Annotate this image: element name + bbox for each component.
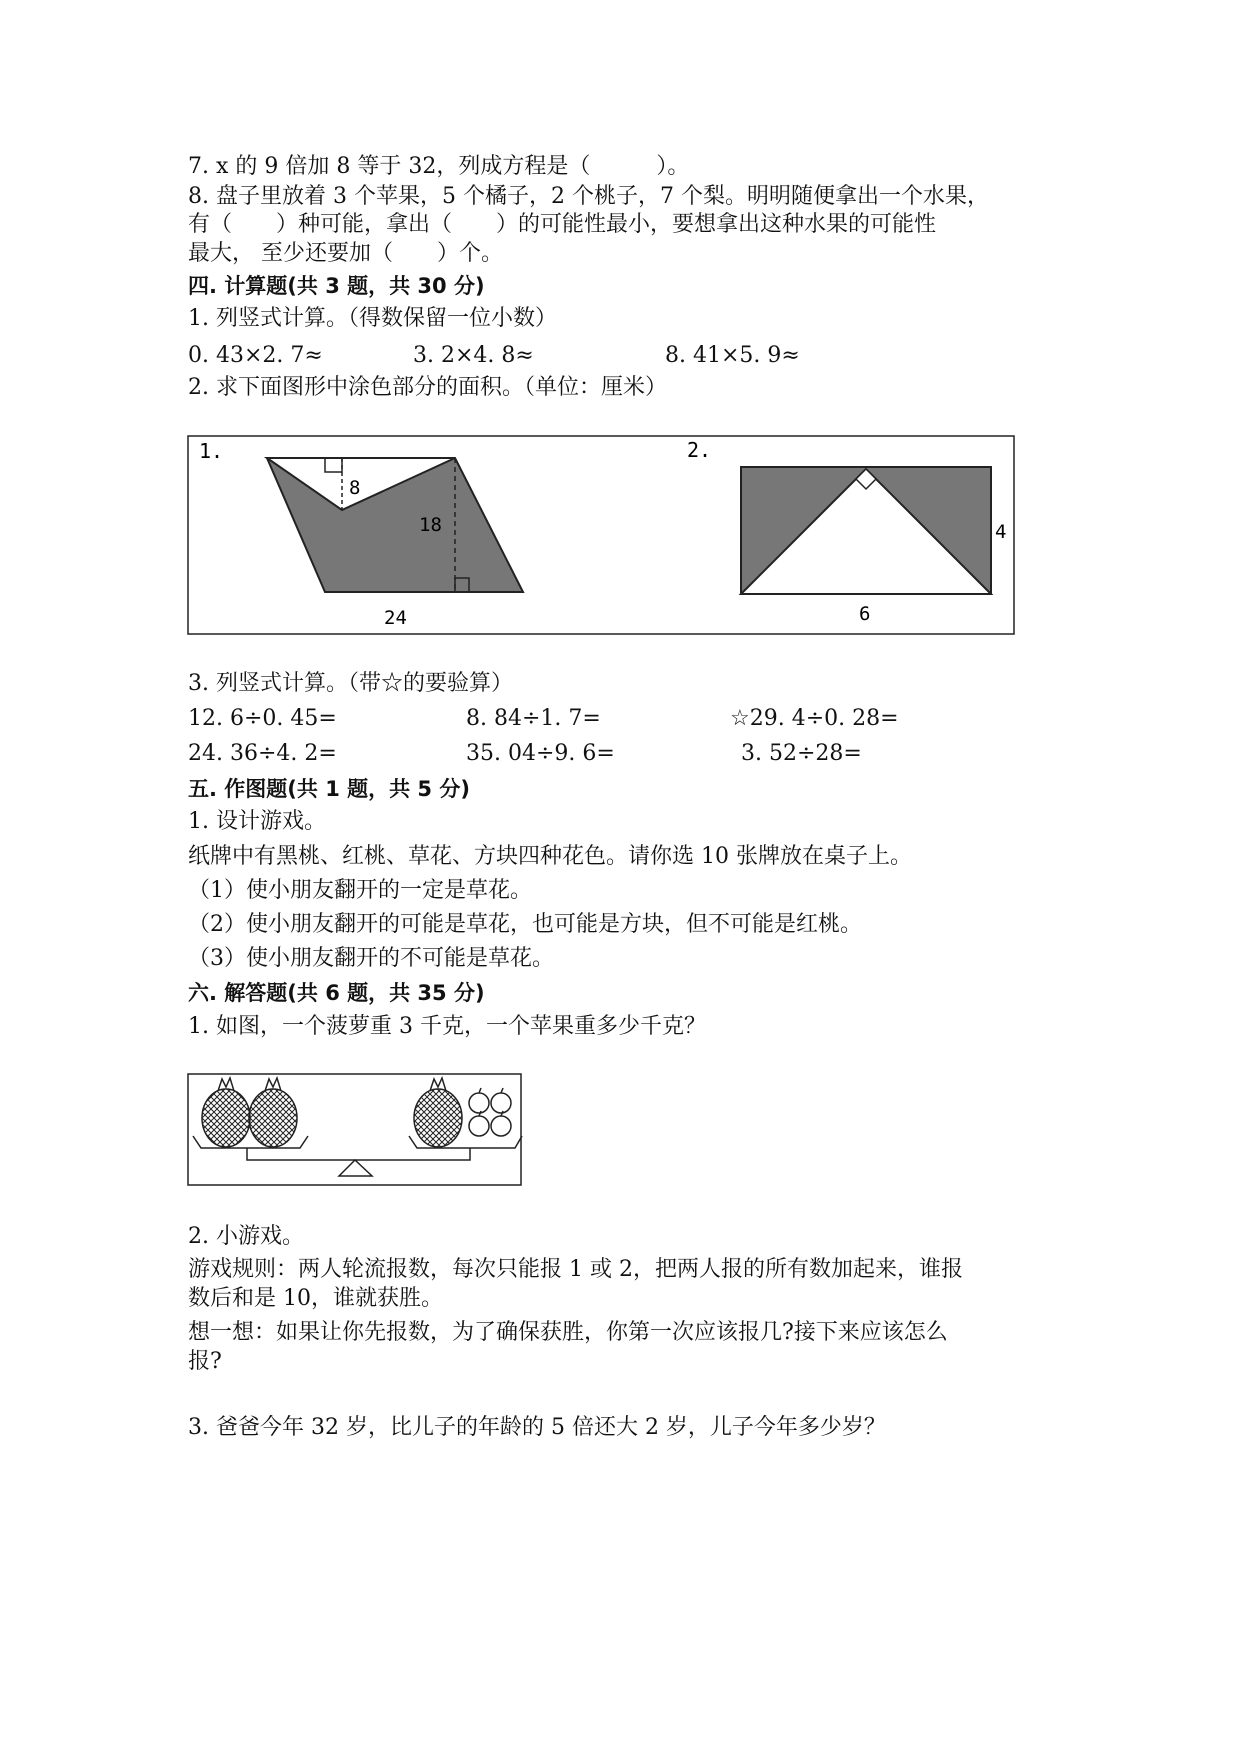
s5-q1-title: 1. 设计游戏。 bbox=[188, 809, 326, 834]
apple-icon bbox=[491, 1093, 511, 1113]
s6-q2-think1: 想一想：如果让你先报数，为了确保获胜，你第一次应该报几?接下来应该怎么 bbox=[188, 1320, 948, 1345]
question-8-line3: 最大， 至少还要加（ ）个。 bbox=[188, 241, 503, 266]
pineapple-icon bbox=[249, 1078, 297, 1147]
s4-q2-title: 2. 求下面图形中涂色部分的面积。（单位：厘米） bbox=[188, 375, 667, 400]
s4-q3-item: 8. 84÷1. 7= bbox=[466, 706, 601, 731]
apple-icon bbox=[491, 1116, 511, 1136]
s4-q3-item: 3. 52÷28= bbox=[741, 741, 862, 766]
apple-icon bbox=[469, 1093, 489, 1113]
label-8: 8 bbox=[349, 477, 361, 499]
section4-heading: 四. 计算题(共 3 题，共 30 分) bbox=[188, 274, 485, 298]
question-8-line2: 有（ ）种可能，拿出（ ）的可能性最小，要想拿出这种水果的可能性 bbox=[188, 212, 937, 237]
label-6: 6 bbox=[859, 603, 871, 625]
s6-q1: 1. 如图，一个菠萝重 3 千克，一个苹果重多少千克？ bbox=[188, 1014, 706, 1039]
label-4: 4 bbox=[995, 521, 1007, 543]
s6-q2-rule1: 游戏规则：两人轮流报数，每次只能报 1 或 2，把两人报的所有数加起来，谁报 bbox=[188, 1257, 963, 1282]
s4-q3-item: ☆29. 4÷0. 28= bbox=[730, 706, 899, 731]
s4-q3-title: 3. 列竖式计算。（带☆的要验算） bbox=[188, 671, 513, 696]
scale-fulcrum bbox=[339, 1160, 372, 1176]
s4-q3-item: 12. 6÷0. 45= bbox=[188, 706, 337, 731]
s4-q1-title: 1. 列竖式计算。（得数保留一位小数） bbox=[188, 306, 557, 331]
section5-heading: 五. 作图题(共 1 题，共 5 分) bbox=[188, 777, 470, 801]
question-7: 7. x 的 9 倍加 8 等于 32，列成方程是（ ）。 bbox=[188, 154, 690, 179]
shape1-label: 1. bbox=[199, 439, 224, 463]
s5-q1-part: （3）使小朋友翻开的不可能是草花。 bbox=[188, 946, 554, 971]
s6-q2-title: 2. 小游戏。 bbox=[188, 1224, 304, 1249]
s5-q1-part: （1）使小朋友翻开的一定是草花。 bbox=[188, 878, 532, 903]
s6-q2-rule2: 数后和是 10，谁就获胜。 bbox=[188, 1286, 443, 1311]
scale-beam bbox=[247, 1148, 470, 1160]
s4-q1-item: 0. 43×2. 7≈ bbox=[188, 343, 323, 368]
s5-q1-intro: 纸牌中有黑桃、红桃、草花、方块四种花色。请你选 10 张牌放在桌子上。 bbox=[188, 844, 912, 869]
label-18: 18 bbox=[419, 514, 442, 536]
geometry-figure bbox=[187, 435, 1017, 635]
s4-q3-item: 35. 04÷9. 6= bbox=[466, 741, 615, 766]
shape2-label: 2. bbox=[687, 438, 712, 462]
balance-scale-figure bbox=[187, 1073, 523, 1187]
apple-icon bbox=[469, 1116, 489, 1136]
question-8-line1: 8. 盘子里放着 3 个苹果，5 个橘子，2 个桃子，7 个梨。明明随便拿出一个水果， bbox=[188, 184, 989, 209]
s4-q3-item: 24. 36÷4. 2= bbox=[188, 741, 337, 766]
s6-q2-think2: 报? bbox=[188, 1349, 222, 1374]
section6-heading: 六. 解答题(共 6 题，共 35 分) bbox=[188, 981, 485, 1005]
s5-q1-part: （2）使小朋友翻开的可能是草花，也可能是方块，但不可能是红桃。 bbox=[188, 912, 862, 937]
s6-q3: 3. 爸爸今年 32 岁，比儿子的年龄的 5 倍还大 2 岁，儿子今年多少岁？ bbox=[188, 1415, 886, 1440]
label-24: 24 bbox=[384, 607, 407, 629]
s4-q1-item: 8. 41×5. 9≈ bbox=[665, 343, 800, 368]
s4-q1-item: 3. 2×4. 8≈ bbox=[413, 343, 534, 368]
pineapple-icon bbox=[202, 1078, 250, 1147]
pineapple-icon bbox=[414, 1078, 462, 1147]
